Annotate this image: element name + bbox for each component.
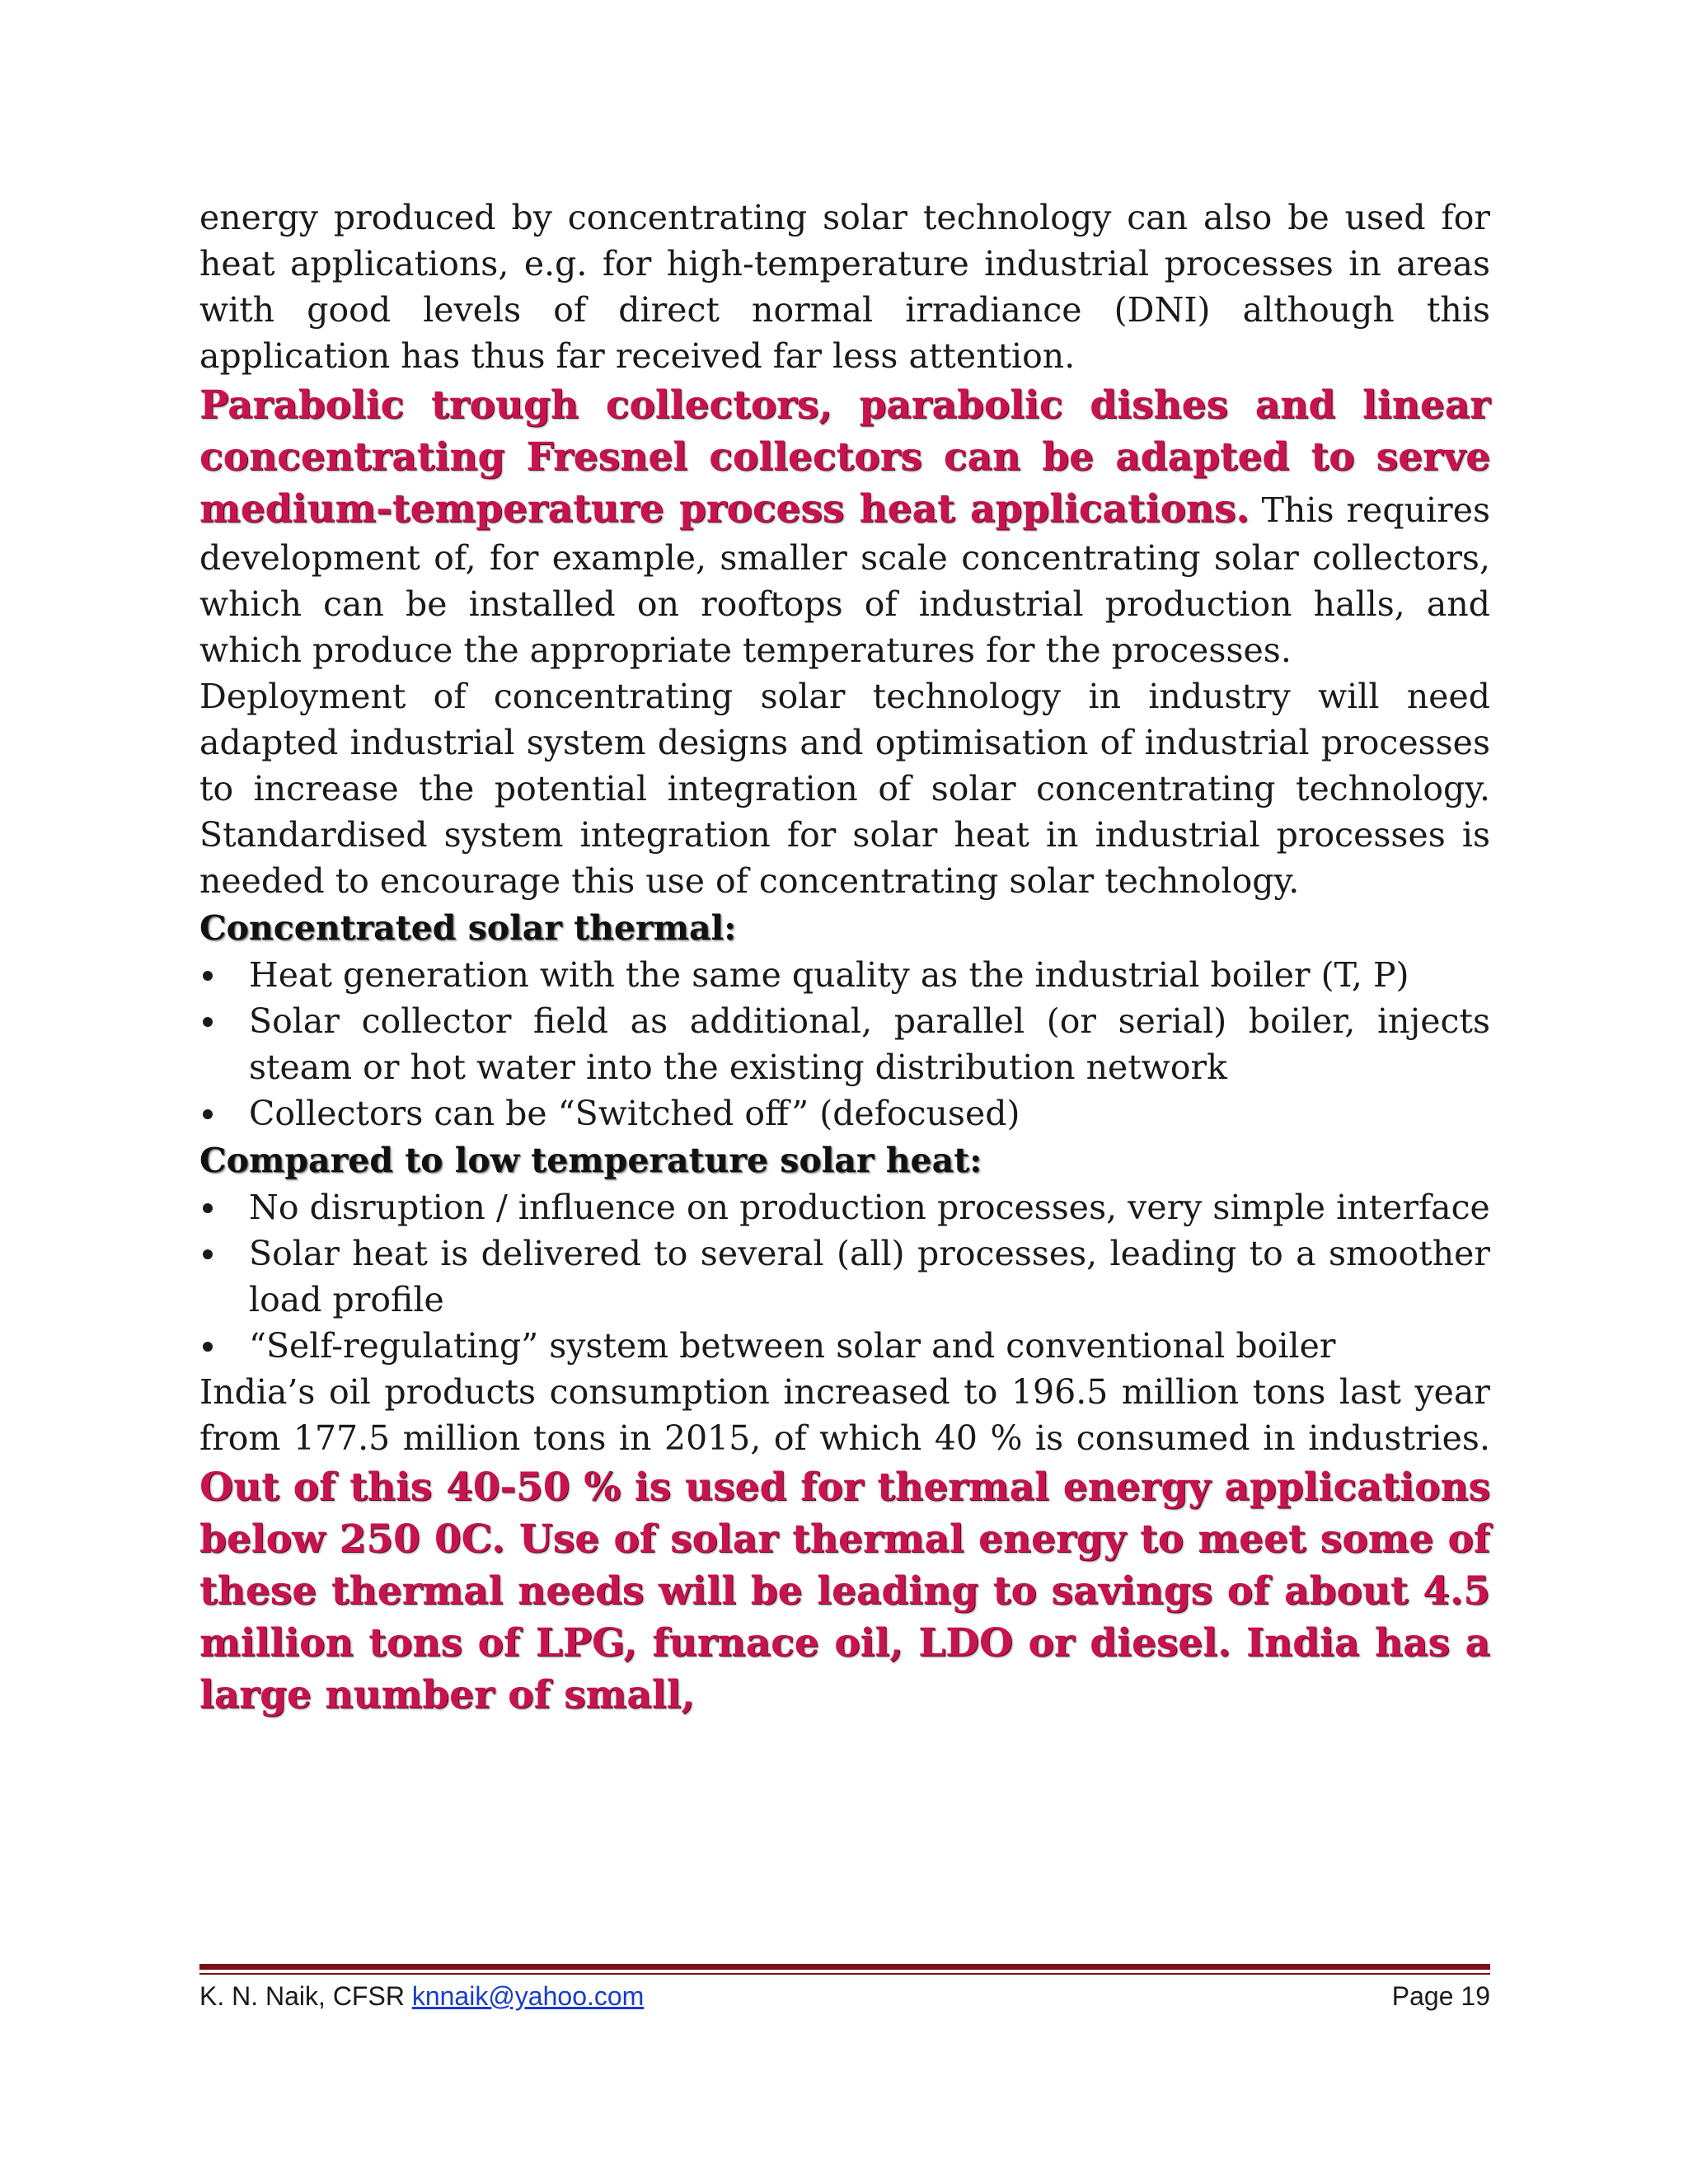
bullet-icon <box>203 1203 213 1213</box>
paragraph-collectors-rest: This requires development of, for example, smaller scale concentrating solar collectors, which can be installed on rooftops of industrial production halls, and which produce the appropriate temperatures for the processes. <box>199 490 1490 670</box>
footer-divider-thick <box>199 1964 1490 1970</box>
highlight-thermal-savings: Out of this 40-50 % is used for thermal energy applications below 250 0C. Use of solar thermal energy to meet some of these thermal needs will be leading to savings of about 4.5 million tons of LPG, furnace oil, LDO or diesel. India has a large number of small, <box>199 1465 1490 1718</box>
bullet-icon <box>203 1342 213 1352</box>
paragraph-india-oil <box>199 1369 1490 1721</box>
list-item: Solar heat is delivered to several (all) processes, leading to a smoother load profile <box>199 1230 1490 1323</box>
page-footer <box>199 1978 1490 2019</box>
highlight-collectors: Parabolic trough collectors, parabolic dishes and linear concentrating Fresnel collectors can be adapted to serve medium-temperature process heat applications. <box>199 382 1490 532</box>
bullet-icon <box>203 971 213 981</box>
list-item: Solar collector field as additional, parallel (or serial) boiler, injects steam or hot water into the existing distribution network <box>199 998 1490 1090</box>
footer-author: K. N. Naik, CFSR knnaik@yahoo.com <box>199 1981 645 2011</box>
list-item: Heat generation with the same quality as the industrial boiler (T, P) <box>199 952 1490 998</box>
email-link[interactable]: knnaik@yahoo.com <box>411 1981 645 2011</box>
paragraph-intro: energy produced by concentrating solar technology can also be used for heat applications, e.g. for high-temperature industrial processes in areas with good levels of direct normal irradiance (DNI) although this application has thus far received far less attention. <box>199 198 1490 376</box>
bullet-icon <box>203 1249 213 1259</box>
heading-concentrated-solar-thermal: Concentrated solar thermal: <box>199 908 737 948</box>
page-number: Page 19 <box>1391 1981 1490 2011</box>
footer-divider-thin <box>199 1973 1490 1975</box>
heading-compared-low-temperature: Compared to low temperature solar heat: <box>199 1141 982 1180</box>
paragraph-collectors <box>199 379 1490 673</box>
bullet-icon <box>203 1017 213 1027</box>
bullet-list-concentrated <box>199 952 1490 1137</box>
page-content <box>199 194 1490 1721</box>
list-item: “Self-regulating” system between solar and conventional boiler <box>199 1323 1490 1369</box>
bullet-list-compared <box>199 1184 1490 1369</box>
list-item: Collectors can be “Switched off” (defocused) <box>199 1090 1490 1137</box>
bullet-icon <box>203 1109 213 1119</box>
list-item: No disruption / influence on production processes, very simple interface <box>199 1184 1490 1230</box>
paragraph-deployment: Deployment of concentrating solar technology in industry will need adapted industrial system designs and optimisation of industrial processes to increase the potential integration of solar concentrating technology. Standardised system integration for solar heat in industrial processes is needed to encourage this use of concentrating solar technology. <box>199 677 1490 901</box>
paragraph-india-oil-plain: India’s oil products consumption increased to 196.5 million tons last year from 177.5 million tons in 2015, of which 40 % is consumed in industries. <box>199 1372 1490 1458</box>
